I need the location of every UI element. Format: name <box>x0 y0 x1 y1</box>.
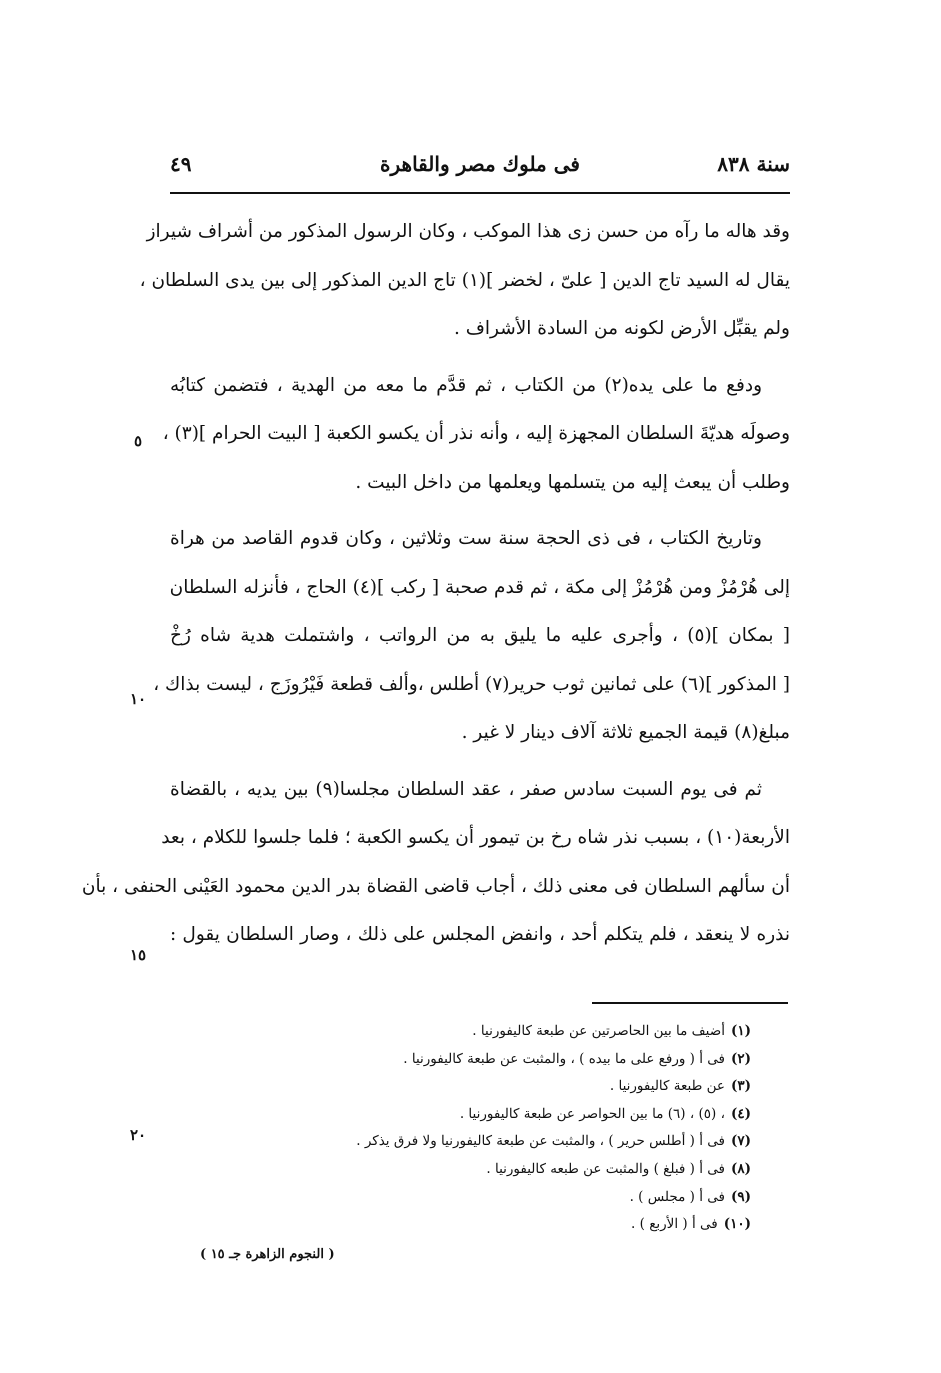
footnotes <box>231 1018 751 1239</box>
header-title: فى ملوك مصر والقاهرة <box>380 152 580 176</box>
header-rule <box>170 192 790 194</box>
footnote <box>231 1073 751 1101</box>
footnote-text: فى أ ( مجلس ) . <box>629 1188 725 1205</box>
footnote <box>231 1184 751 1212</box>
footnote-number: (٢) <box>730 1050 751 1067</box>
footnote <box>231 1046 751 1074</box>
footnote-text: ، (٥) ، (٦) ما بين الحواصر عن طبعة كاليفورنيا . <box>459 1105 725 1122</box>
margin-line-number: ١٠ <box>129 690 147 708</box>
text-line: أن سألهم السلطان فى معنى ذلك ، أجاب قاضى القضاة بدر الدين محمود العَيْنى الحنفى ، بأن <box>81 875 790 897</box>
footnote <box>231 1101 751 1129</box>
footnote-text: فى أ ( فبلغ ) والمثبت عن طبعه كاليفورنيا . <box>486 1160 725 1177</box>
paragraph <box>162 362 790 508</box>
text-line: وصولَه هديّةَ السلطان المجهزة إليه ، وأنه نذر أن يكسو الكعبة [ البيت الحرام ](٣) ، <box>162 423 790 444</box>
header-year: سنة ٨٣٨ <box>717 152 790 176</box>
text-line: ثم فى يوم السبت سادس صفر ، عقد السلطان مجلسا(٩) بين يديه ، بالقضاة <box>170 778 762 800</box>
footnote-number: (١) <box>730 1023 751 1039</box>
footnote-number: (٨) <box>730 1160 751 1177</box>
page-number: ٤٩ <box>170 152 192 176</box>
text-line: إلى هُرْمُزْ ومن هُرْمُزْ إلى مكة ، ثم قدم صحبة [ ركب ](٤) الحاج ، فأنزله السلطان <box>169 576 790 598</box>
text-line: يقال له السيد تاج الدين [ علىّ ، لخضر ](١) تاج الدين المذكور إلى بين يدى السلطان ، <box>139 269 790 291</box>
footnote-number: (٣) <box>730 1078 751 1095</box>
margin-line-number: ١٥ <box>129 946 147 964</box>
text-line: ودفع ما على يده(٢) من الكتاب ، ثم قدَّم ما معه من الهدية ، فتضمن كتابُه <box>170 374 763 396</box>
text-line: ولم يقبِّل الأرض لكونه من السادة الأشراف . <box>453 318 790 339</box>
footnote-number: (٧) <box>730 1133 751 1150</box>
footnote-number: (٩) <box>730 1188 751 1205</box>
paragraph <box>139 208 790 354</box>
footnote-number: (١٠) <box>723 1216 751 1233</box>
footnote-number: (٤) <box>730 1105 751 1122</box>
footnote <box>231 1211 751 1239</box>
footnote-text: عن طبعة كاليفورنيا . <box>609 1078 725 1095</box>
footnote-text: فى أ ( ورفع على ما بيده ) ، والمثبت عن طبعة كاليفورنيا . <box>403 1050 725 1067</box>
text-line: مبلغ(٨) قيمة الجميع ثلاثة آلاف دينار لا غير . <box>461 722 790 743</box>
footnote <box>231 1128 751 1156</box>
paragraph <box>153 515 790 758</box>
footnote-text: أضيف ما بين الحاصرتين عن طبعة كاليفورنيا . <box>472 1023 725 1039</box>
text-line: [ بمكان ](٥) ، وأجرى عليه ما يليق به من الرواتب ، واشتملت هدية شاه رُخْ <box>170 625 790 646</box>
footnote-text: فى أ ( الأربع ) . <box>631 1216 718 1233</box>
text-line: الأربعة(١٠) ، بسبب نذر شاه رخ بن تيمور أن يكسو الكعبة ؛ فلما جلسوا للكلام ، بعد <box>161 827 790 848</box>
margin-line-number: ٢٠ <box>129 1126 147 1144</box>
footnote <box>231 1156 751 1184</box>
text-line: وقد هاله ما رآه من حسن زى هذا الموكب ، وكان الرسول المذكور من أشراف شيراز <box>146 221 790 242</box>
footnote-rule <box>592 1002 788 1004</box>
footnote-text: فى أ ( أطلس حرير ) ، والمثبت عن طبعة كاليفورنيا ولا فرق يذكر . <box>356 1133 725 1150</box>
footnote <box>231 1018 751 1046</box>
text-line: وطلب أن يبعث إليه من يتسلمها ويعلمها من داخل البيت . <box>355 471 790 493</box>
margin-line-number: ٥ <box>133 432 143 450</box>
text-line: [ المذكور ](٦) على ثمانين ثوب حرير(٧) أطلس ،وألف قطعة فَيْرُوزَج ، ليست بذاك ، <box>153 673 790 695</box>
running-header <box>170 152 790 186</box>
signature-mark: ( النجوم الزاهرة جـ ١٥ ) <box>200 1247 335 1262</box>
text-line: وتاريخ الكتاب ، فى ذى الحجة سنة ست وثلاثين ، وكان قدوم القاصد من هراة <box>170 528 762 549</box>
text-line: نذره لا ينعقد ، فلم يتكلم أحد ، وانفض المجلس على ذلك ، وصار السلطان يقول : <box>170 924 790 945</box>
